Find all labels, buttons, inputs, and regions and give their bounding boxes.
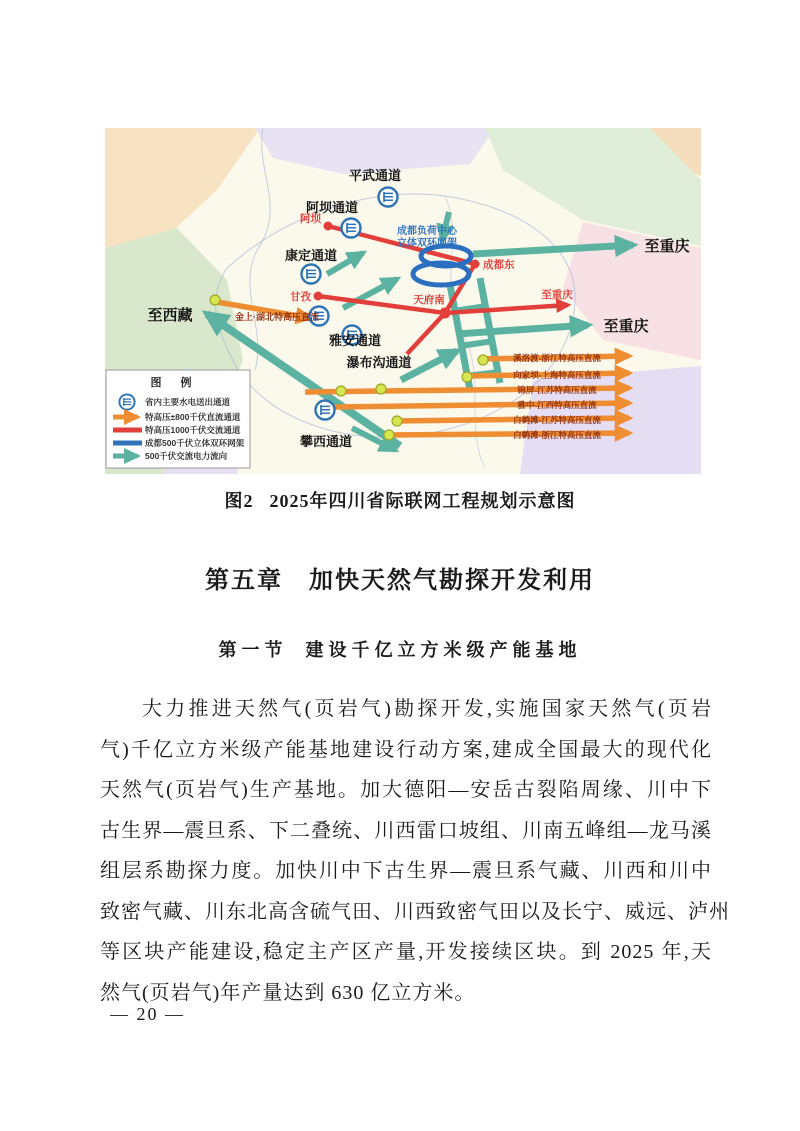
dc-label-jinshang-hubei: 金上·湖北特高压直流: [235, 312, 319, 322]
sichuan-grid-map: [105, 128, 701, 474]
grid-planning-map-figure: [105, 128, 701, 474]
tianfu-south-dot: [440, 308, 451, 319]
chapter-title: 加快天然气勘探开发利用: [309, 567, 595, 594]
node-label-aba: 阿坝: [300, 213, 321, 225]
corridor-label-kangding: 康定通道: [284, 248, 338, 263]
dc-label-baihetan-jiangsu: 白鹤滩-江苏特高压直流: [513, 415, 601, 425]
body-paragraph: [100, 689, 730, 1013]
hydro-station-icon: [316, 401, 335, 420]
corridor-label-panxi: 攀西通道: [299, 434, 353, 449]
dc-label-xiluodu-zhejiang: 溪洛渡-浙江特高压直流: [513, 353, 601, 363]
ganzi-dot: [314, 292, 323, 301]
chapter-number: 第五章: [205, 567, 283, 594]
dest-label-chongqing-mid: 至重庆: [603, 318, 649, 335]
legend-item-label: 省内主要水电送出通道: [145, 397, 231, 407]
legend-red-line: [113, 428, 142, 433]
legend-blue-line: [113, 441, 142, 446]
figure-caption-title: 2025年四川省际联网工程规划示意图: [269, 491, 576, 511]
map-legend: [106, 370, 250, 468]
dest-label-chongqing-top: 至重庆: [644, 238, 690, 255]
section-title: 建设千亿立方米级产能基地: [305, 640, 582, 660]
body-line: 等区块产能建设,稳定主产区产量,开发接续区块。到 2025 年,天: [100, 941, 712, 963]
figure-caption: [0, 487, 800, 513]
hydro-station-icon: [302, 265, 321, 284]
hydro-station-icon: [342, 219, 361, 238]
dest-label-chongqing-red: 至重庆: [541, 289, 573, 301]
body-line: 大力推进天然气(页岩气)勘探开发,实施国家天然气(页岩: [142, 698, 712, 720]
node-label-chengdu-east: 成都东: [483, 259, 515, 271]
legend-title: 图 例: [150, 377, 196, 389]
aba-dot: [324, 222, 333, 231]
corridor-label-pubugou: 瀑布沟通道: [346, 355, 412, 370]
dc-label-baihetan-zhejiang: 白鹤滩-浙江特高压直流: [513, 430, 601, 440]
chapter-heading: [0, 560, 800, 595]
corridor-label-yaan: 雅安通道: [328, 333, 382, 348]
corridor-label-pingwu: 平武通道: [348, 168, 402, 183]
body-line: 致密气藏、川东北高含硫气田、川西致密气田以及长宁、威远、泸州: [100, 900, 730, 923]
section-number: 第一节: [218, 640, 288, 660]
page-number: — 20 —: [110, 1004, 185, 1024]
dc-label-jinping-jiangsu: 锦屏-江苏特高压直流: [517, 385, 597, 395]
body-line: 组层系勘探力度。加快川中下古生界—震旦系气藏、川西和川中: [100, 860, 712, 882]
chengdu-east-dot: [471, 260, 480, 269]
legend-hydro-icon: [119, 394, 134, 409]
body-line: 然气(页岩气)年产量达到 630 亿立方米。: [100, 981, 476, 1004]
hydro-station-icon: [379, 188, 398, 207]
dc-label-yazhong-jiangxi: 雅中-江西特高压直流: [517, 400, 597, 410]
node-label-ganzi: 甘孜: [290, 291, 311, 303]
dest-label-tibet: 至西藏: [147, 307, 193, 324]
legend-item-label: 特高压±800千伏直流通道: [145, 412, 241, 422]
figure-caption-label: 图2: [224, 491, 254, 511]
legend-item-label: 特高压1000千伏交流通道: [145, 425, 241, 435]
section-heading: [0, 636, 800, 662]
load-center-line2: 立体双环网架: [397, 238, 457, 249]
body-line: 气)千亿立方米级产能基地建设行动方案,建成全国最大的现代化: [100, 738, 712, 761]
body-line: 古生界—震旦系、下二叠统、川西雷口坡组、川南五峰组—龙马溪: [100, 819, 712, 842]
legend-item-label: 500千伏交流电力流向: [145, 451, 228, 461]
dc-label-xiangjiaba-shanghai: 向家坝-上海特高压直流: [513, 370, 601, 380]
load-center-line1: 成都负荷中心: [397, 226, 457, 237]
node-label-tianfu-south: 天府南: [413, 294, 445, 306]
corridor-label-aba: 阿坝通道: [305, 200, 359, 215]
legend-item-label: 成都500千伏立体双环网架: [145, 438, 245, 448]
body-line: 天然气(页岩气)生产基地。加大德阳—安岳古裂陷周缘、川中下: [100, 779, 712, 801]
